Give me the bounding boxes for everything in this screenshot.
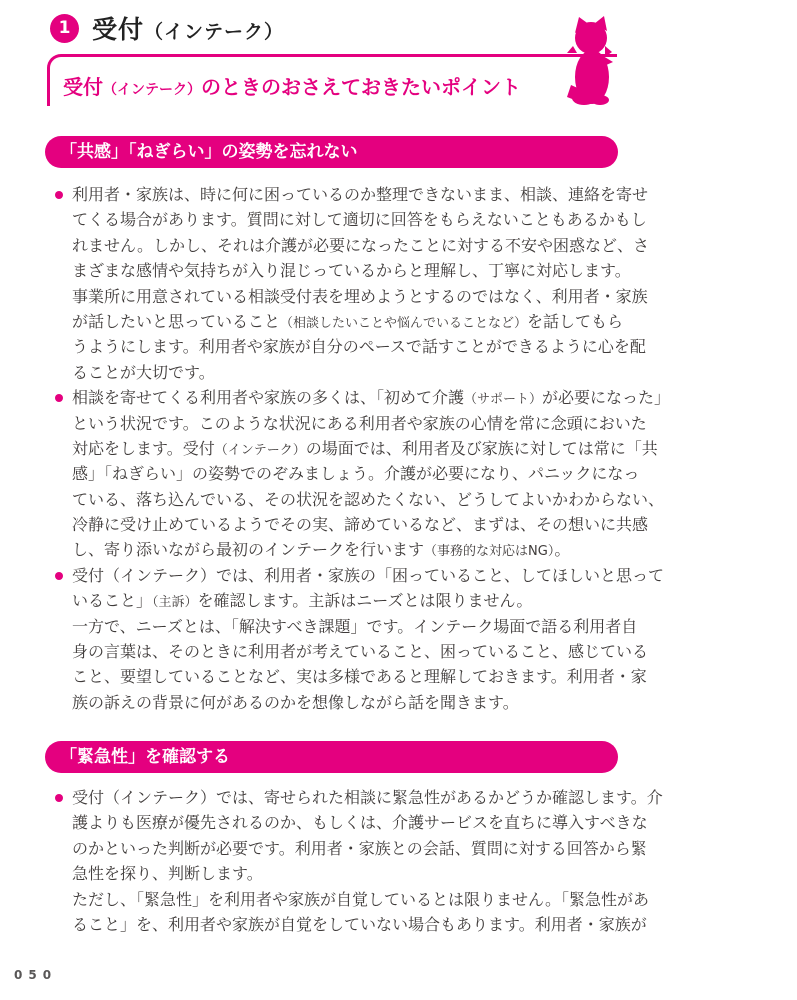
- text-line: し、寄り添いながら最初のインテークを行います（事務的な対応はNG）。: [72, 540, 571, 560]
- text-line: まざまな感情や気持ちが入り混じっているからと理解し、丁寧に対応します。: [72, 261, 631, 281]
- text-line: 相談を寄せてくる利用者や家族の多くは、「初めて介護（サポート）が必要になった」: [72, 388, 671, 408]
- text-line: ただし、「緊急性」を利用者や家族が自覚しているとは限りません。「緊急性があ: [72, 889, 649, 909]
- subtitle-frame: [47, 54, 617, 106]
- bullet-item: [45, 785, 670, 937]
- chapter-title-main: 受付: [92, 15, 145, 44]
- text-line: ることが大切です。: [72, 362, 215, 382]
- section-heading-pill-1: [45, 136, 618, 168]
- text-line: 身の言葉は、そのときに利用者が考えていること、困っていること、感じている: [72, 642, 649, 662]
- text-line: 冷静に受け止めているようでその実、諦めているなど、まずは、その想いに共感: [72, 515, 649, 535]
- text-line: ている、落ち込んでいる、その状況を認めたくない、どうしてよいかわからない、: [72, 489, 665, 509]
- text-line: という状況です。このような状況にある利用者や家族の心情を常に念頭においた: [72, 413, 647, 433]
- text-line: 対応をします。受付（インテーク）の場面では、利用者及び家族に対しては常に「共: [72, 438, 658, 458]
- text-line: 利用者・家族は、時に何に困っているのか整理できないまま、相談、連絡を寄せ: [72, 185, 649, 204]
- subtitle-lead: 受付: [63, 75, 103, 99]
- text-line: 受付（インテーク）では、寄せられた相談に緊急性があるかどうか確認します。介: [72, 788, 663, 807]
- section-heading-pill-2: [45, 741, 618, 773]
- bullet-dot-icon: [55, 191, 63, 199]
- section-heading-1: 「共感」「ねぎらい」の姿勢を忘れない: [60, 142, 358, 162]
- bullet-item: [45, 182, 670, 385]
- text-line: いること」（主訴）を確認します。主訴はニーズとは限りません。: [72, 591, 533, 611]
- subtitle-annotation: （インテーク）: [103, 82, 201, 98]
- text-line: 受付（インテーク）では、利用者・家族の「困っていること、してほしいと思って: [72, 565, 665, 585]
- bullet-dot-icon: [55, 572, 63, 580]
- bullet-dot-icon: [55, 794, 63, 802]
- text-line: ること」を、利用者や家族が自覚をしていない場合もあります。利用者・家族が: [72, 914, 647, 934]
- text-line: 感」「ねぎらい」の姿勢でのぞみましょう。介護が必要になり、パニックになっ: [72, 464, 640, 484]
- chapter-header: [50, 10, 284, 46]
- text-line: れません。しかし、それは介護が必要になったことに対する不安や困惑など、さ: [72, 235, 649, 255]
- bullet-item: [45, 385, 670, 563]
- subtitle-rest: のときのおさえておきたいポイント: [201, 75, 521, 99]
- text-line: のかといった判断が必要です。利用者・家族との会話、質問に対する回答から緊: [72, 838, 647, 858]
- text-line: 護よりも医療が優先されるのか、もしくは、介護サービスを直ちに導入すべきな: [72, 813, 648, 833]
- section-body-1: [45, 182, 670, 715]
- text-line: 族の訴えの背景に何があるのかを想像しながら話を聞きます。: [72, 692, 519, 712]
- section-body-2: [45, 785, 670, 937]
- chapter-title: [92, 10, 284, 46]
- text-line: 一方で、ニーズとは、「解決すべき課題」です。インテーク場面で語る利用者自: [72, 616, 638, 636]
- chapter-title-annotation: （インテーク）: [144, 21, 285, 43]
- chapter-number-badge: [50, 14, 79, 43]
- text-line: 急性を探り、判断します。: [72, 864, 263, 884]
- text-line: こと、要望していることなど、実は多様であると理解しておきます。利用者・家: [72, 667, 647, 687]
- section-heading-2: 「緊急性」を確認する: [60, 747, 230, 767]
- text-line: 事業所に用意されている相談受付表を埋めようとするのではなく、利用者・家族: [72, 286, 648, 306]
- subtitle-text: [63, 71, 521, 100]
- chapter-number: 1: [58, 17, 71, 38]
- text-line: が話したいと思っていること（相談したいことや悩んでいることなど）を話してもら: [72, 311, 624, 331]
- text-line: てくる場合があります。質問に対して適切に回答をもらえないこともあるかもし: [72, 210, 647, 230]
- text-line: うようにします。利用者や家族が自分のペースで話すことができるように心を配: [72, 337, 646, 357]
- page-number: 050: [14, 968, 58, 982]
- cat-silhouette-icon: [566, 15, 618, 107]
- bullet-item: [45, 563, 670, 715]
